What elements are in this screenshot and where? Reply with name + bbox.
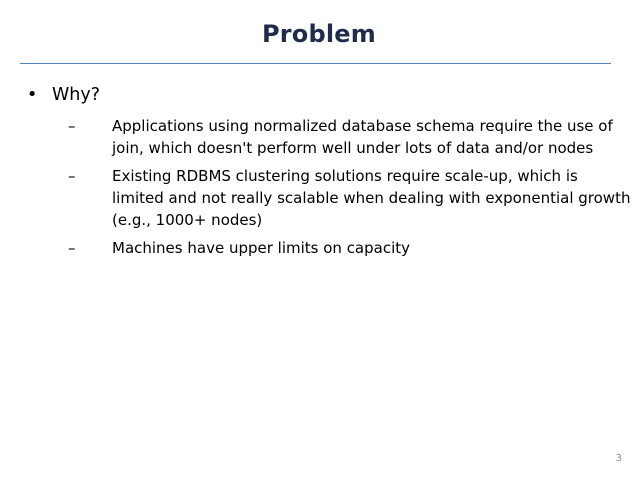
bullet-list: [22, 83, 631, 265]
bullet-item: [22, 83, 631, 259]
page-number: 3: [615, 453, 622, 464]
sub-bullet-item: [52, 237, 632, 259]
sub-bullet-item: [52, 115, 632, 159]
sub-bullet-text: Existing RDBMS clustering solutions require scale-up, which is limited and not really scalable when dealing with exponential growth (e.g., 1000+ nodes): [112, 167, 631, 229]
sub-bullet-text: Applications using normalized database schema require the use of join, which doesn't perform well under lots of data and/or nodes: [112, 117, 613, 157]
bullet-marker: •: [27, 85, 38, 105]
bullet-text: Why?: [52, 85, 101, 105]
sub-bullet-text: Machines have upper limits on capacity: [112, 239, 411, 257]
dash-marker: –: [68, 117, 76, 135]
dash-marker: –: [68, 239, 76, 257]
title-divider: [20, 63, 611, 64]
dash-marker: –: [68, 167, 76, 185]
sub-bullet-item: [52, 165, 632, 231]
sub-bullet-list: [52, 115, 631, 259]
slide-title: Problem: [261, 20, 376, 48]
